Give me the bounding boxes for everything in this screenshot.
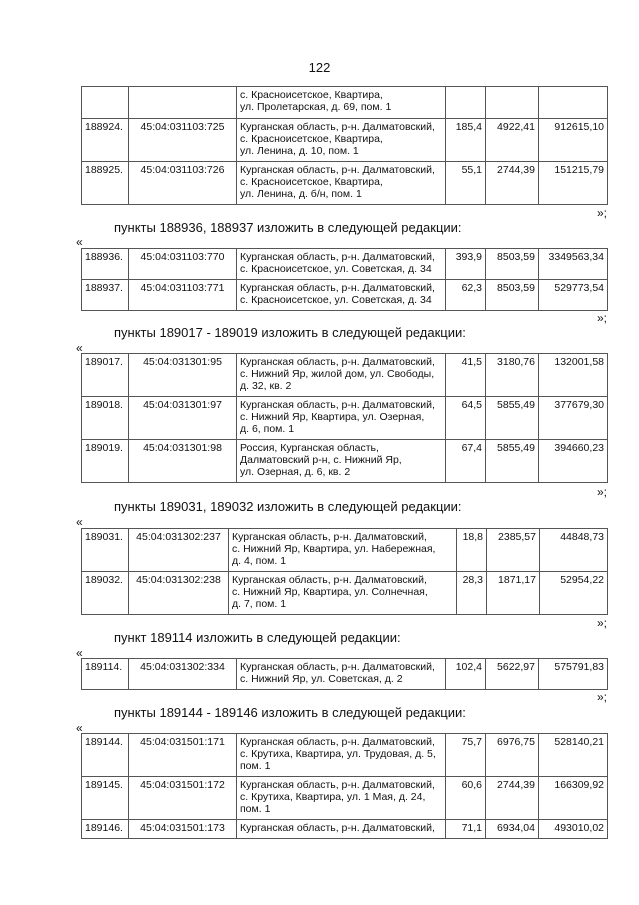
value: 377679,30 (539, 397, 608, 440)
cadastral-number: 45:04:031301:95 (129, 354, 237, 397)
row-number: 189146. (82, 820, 129, 839)
address (237, 87, 446, 119)
closing-quote: »; (597, 206, 608, 220)
section-heading: пункт 189114 изложить в следующей редакции: (114, 630, 401, 645)
area: 60,6 (446, 777, 486, 820)
address-line: с. Крутиха, Квартира, ул. 1 Мая, д. 24, (240, 791, 426, 803)
rate: 2744,39 (486, 162, 539, 205)
row-number: 189018. (82, 397, 129, 440)
address-line: Курганская область, р-н. Далматовский, (240, 282, 435, 294)
area: 64,5 (446, 397, 486, 440)
row-number: 189019. (82, 440, 129, 483)
row-number: 189114. (82, 659, 129, 690)
value: 52954,22 (540, 572, 608, 615)
address-line: Далматовский р-н, с. Нижний Яр, (240, 454, 402, 466)
area: 67,4 (446, 440, 486, 483)
value: 44848,73 (540, 529, 608, 572)
row-number (82, 87, 129, 119)
rate: 8503,59 (486, 280, 539, 311)
table-row (82, 249, 608, 280)
rate: 6934,04 (486, 820, 539, 839)
address-line: с. Нижний Яр, Квартира, ул. Озерная, (240, 411, 425, 423)
address (229, 572, 457, 615)
closing-quote: »; (597, 311, 608, 325)
cadastral-number: 45:04:031301:98 (129, 440, 237, 483)
address-line: с. Красноисетское, Квартира, (240, 89, 383, 101)
cadastral-number: 45:04:031103:725 (129, 119, 237, 162)
address-line: с. Нижний Яр, Квартира, ул. Набережная, (232, 543, 436, 555)
area: 18,8 (457, 529, 487, 572)
rate: 3180,76 (486, 354, 539, 397)
table-row (82, 659, 608, 690)
address (237, 440, 446, 483)
area: 75,7 (446, 734, 486, 777)
row-number: 189032. (82, 572, 129, 615)
area: 185,4 (446, 119, 486, 162)
registry-table (81, 248, 608, 311)
rate: 6976,75 (486, 734, 539, 777)
address-line: пом. 1 (240, 803, 271, 815)
address-line: с. Нижний Яр, Квартира, ул. Солнечная, (232, 586, 428, 598)
address-line: ул. Пролетарская, д. 69, пом. 1 (240, 101, 392, 113)
address (237, 659, 446, 690)
rate: 4922,41 (486, 119, 539, 162)
row-number: 189031. (82, 529, 129, 572)
table-row (82, 820, 608, 839)
rate: 1871,17 (487, 572, 540, 615)
table-row (82, 777, 608, 820)
area: 393,9 (446, 249, 486, 280)
address-line: Курганская область, р-н. Далматовский, (240, 164, 435, 176)
area (446, 87, 486, 119)
table-row (82, 572, 608, 615)
value: 151215,79 (539, 162, 608, 205)
address (237, 280, 446, 311)
closing-quote: »; (597, 690, 608, 704)
section-heading: пункты 189017 - 189019 изложить в следующей редакции: (114, 325, 466, 340)
value: 528140,21 (539, 734, 608, 777)
table-row (82, 162, 608, 205)
cadastral-number: 45:04:031103:771 (129, 280, 237, 311)
rate: 5855,49 (486, 397, 539, 440)
address-line: с. Красноисетское, Квартира, (240, 133, 383, 145)
address (237, 249, 446, 280)
address-line: с. Нижний Яр, жилой дом, ул. Свободы, (240, 368, 435, 380)
table-row (82, 397, 608, 440)
address (237, 777, 446, 820)
cadastral-number: 45:04:031301:97 (129, 397, 237, 440)
opening-quote: « (76, 721, 83, 735)
address-line: ул. Озерная, д. 6, кв. 2 (240, 466, 351, 478)
cadastral-number: 45:04:031501:172 (129, 777, 237, 820)
address (229, 529, 457, 572)
value: 912615,10 (539, 119, 608, 162)
row-number: 188936. (82, 249, 129, 280)
address-line: Курганская область, р-н. Далматовский, (240, 779, 435, 791)
rate: 2385,57 (487, 529, 540, 572)
registry-table (81, 528, 608, 615)
row-number: 189144. (82, 734, 129, 777)
address-line: с. Крутиха, Квартира, ул. Трудовая, д. 5, (240, 748, 436, 760)
address-line: Курганская область, р-н. Далматовский, (240, 822, 435, 834)
table-row (82, 440, 608, 483)
registry-table (81, 353, 608, 483)
area: 102,4 (446, 659, 486, 690)
section-heading: пункты 189031, 189032 изложить в следующей редакции: (114, 499, 462, 514)
area: 55,1 (446, 162, 486, 205)
address-line: д. 7, пом. 1 (232, 598, 287, 610)
value: 132001,58 (539, 354, 608, 397)
table-row (82, 87, 608, 119)
value: 529773,54 (539, 280, 608, 311)
cadastral-number: 45:04:031501:171 (129, 734, 237, 777)
address-line: Курганская область, р-н. Далматовский, (240, 661, 435, 673)
address-line: д. 6, пом. 1 (240, 423, 295, 435)
cadastral-number (129, 87, 237, 119)
address-line: с. Красноисетское, ул. Советская, д. 34 (240, 263, 432, 275)
cadastral-number: 45:04:031501:173 (129, 820, 237, 839)
address (237, 820, 446, 839)
closing-quote: »; (597, 616, 608, 630)
row-number: 189145. (82, 777, 129, 820)
cadastral-number: 45:04:031302:238 (129, 572, 229, 615)
address-line: Курганская область, р-н. Далматовский, (232, 531, 427, 543)
opening-quote: « (76, 341, 83, 355)
page-number: 122 (308, 60, 331, 75)
value: 394660,23 (539, 440, 608, 483)
section-heading: пункты 189144 - 189146 изложить в следующей редакции: (114, 705, 466, 720)
area: 62,3 (446, 280, 486, 311)
cadastral-number: 45:04:031103:726 (129, 162, 237, 205)
opening-quote: « (76, 235, 83, 249)
value: 493010,02 (539, 820, 608, 839)
section-heading: пункты 188936, 188937 изложить в следующей редакции: (114, 220, 462, 235)
table-row (82, 734, 608, 777)
table-row (82, 280, 608, 311)
address-line: Курганская область, р-н. Далматовский, (232, 574, 427, 586)
area: 41,5 (446, 354, 486, 397)
address-line: Курганская область, р-н. Далматовский, (240, 736, 435, 748)
table-row (82, 354, 608, 397)
opening-quote: « (76, 646, 83, 660)
value: 166309,92 (539, 777, 608, 820)
address (237, 354, 446, 397)
address-line: Россия, Курганская область, (240, 442, 379, 454)
address-line: пом. 1 (240, 760, 271, 772)
cadastral-number: 45:04:031302:237 (129, 529, 229, 572)
address-line: ул. Ленина, д. б/н, пом. 1 (240, 188, 362, 200)
opening-quote: « (76, 515, 83, 529)
address-line: ул. Ленина, д. 10, пом. 1 (240, 145, 359, 157)
row-number: 188924. (82, 119, 129, 162)
registry-table (81, 658, 608, 690)
rate: 8503,59 (486, 249, 539, 280)
cadastral-number: 45:04:031103:770 (129, 249, 237, 280)
address-line: д. 4, пом. 1 (232, 555, 287, 567)
address-line: Курганская область, р-н. Далматовский, (240, 121, 435, 133)
address-line: с. Красноисетское, Квартира, (240, 176, 383, 188)
address-line: с. Красноисетское, ул. Советская, д. 34 (240, 294, 432, 306)
registry-table (81, 86, 608, 205)
area: 71,1 (446, 820, 486, 839)
value (539, 87, 608, 119)
address-line: Курганская область, р-н. Далматовский, (240, 356, 435, 368)
address (237, 119, 446, 162)
rate: 5855,49 (486, 440, 539, 483)
area: 28,3 (457, 572, 487, 615)
address (237, 734, 446, 777)
address (237, 162, 446, 205)
rate: 2744,39 (486, 777, 539, 820)
row-number: 189017. (82, 354, 129, 397)
value: 575791,83 (539, 659, 608, 690)
rate: 5622,97 (486, 659, 539, 690)
value: 3349563,34 (539, 249, 608, 280)
cadastral-number: 45:04:031302:334 (129, 659, 237, 690)
registry-table (81, 733, 608, 839)
table-row (82, 119, 608, 162)
row-number: 188937. (82, 280, 129, 311)
address-line: д. 32, кв. 2 (240, 380, 292, 392)
address (237, 397, 446, 440)
table-row (82, 529, 608, 572)
row-number: 188925. (82, 162, 129, 205)
rate (486, 87, 539, 119)
closing-quote: »; (597, 485, 608, 499)
address-line: Курганская область, р-н. Далматовский, (240, 399, 435, 411)
address-line: с. Нижний Яр, ул. Советская, д. 2 (240, 673, 403, 685)
address-line: Курганская область, р-н. Далматовский, (240, 251, 435, 263)
